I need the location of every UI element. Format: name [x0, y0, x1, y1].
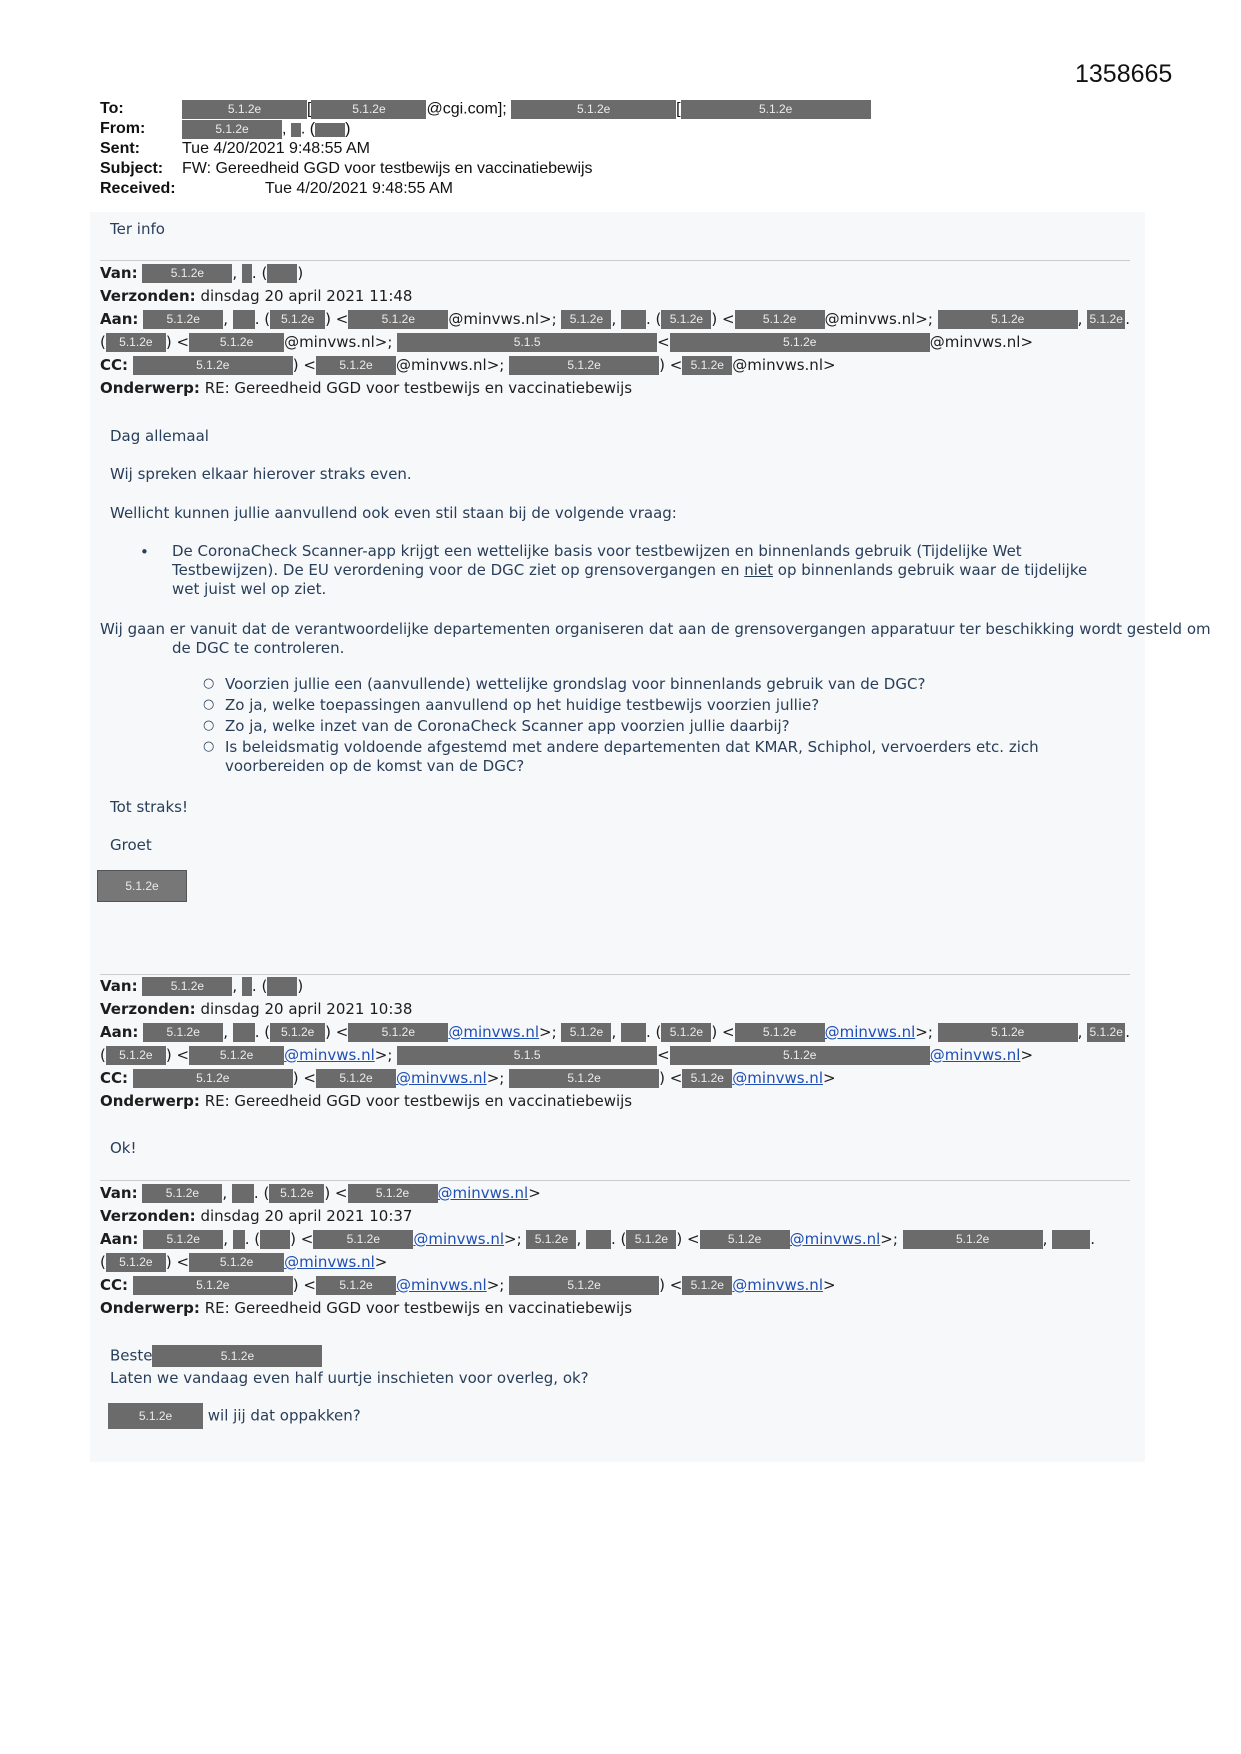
- redaction: [267, 977, 297, 996]
- verzonden-value: dinsdag 20 april 2021 11:48: [200, 287, 413, 305]
- beste-line: [110, 1345, 322, 1367]
- redaction: 5.1.2e: [682, 1069, 732, 1088]
- bullet-icon: •: [140, 543, 149, 561]
- aan-line-2: ( 5.1.2e ) < 5.1.2e @minvws.nl>; 5.1.5 < 5.1.2e @minvws.nl>: [100, 1046, 1034, 1064]
- bullet-text-underlined: niet: [744, 561, 774, 579]
- redaction: 5.1.2e: [626, 1230, 676, 1249]
- redaction: [1052, 1230, 1090, 1249]
- verzonden-value: dinsdag 20 april 2021 10:37: [200, 1207, 413, 1225]
- redaction: 5.1.5: [397, 1046, 657, 1065]
- msg1-header: [100, 262, 1130, 400]
- aan-line: Aan: 5.1.2e , . ( ) < 5.1.2e @minvws.nl>; 5.1.2e , . ( 5.1.2e ) < 5.1.2e @minvws.nl>; 5.1.2e , .: [100, 1230, 1095, 1248]
- from-value: 5.1.2e , . ( ): [182, 120, 350, 139]
- redaction: 5.1.2e: [133, 1276, 293, 1295]
- subject-label: Subject:: [100, 160, 164, 177]
- email-link[interactable]: @minvws.nl: [929, 1046, 1021, 1064]
- redaction: 5.1.2e: [189, 1253, 284, 1272]
- redaction: 5.1.2e: [938, 1023, 1078, 1042]
- redaction: [586, 1230, 611, 1249]
- question-item: Is beleidsmatig voldoende afgestemd met andere departementen dat KMAR, Schiphol, vervoerders etc. zich voorbereiden op de komst van de DGC?: [225, 738, 1039, 775]
- redaction: 5.1.2e: [348, 1184, 438, 1203]
- email-link[interactable]: @minvws.nl: [413, 1230, 505, 1248]
- to-cgi: @cgi.com];: [426, 100, 507, 118]
- redaction: 5.1.2e: [143, 1230, 223, 1249]
- onderwerp-value: RE: Gereedheid GGD voor testbewijs en vaccinatiebewijs: [204, 379, 633, 397]
- body-paragraph: Wellicht kunnen jullie aanvullend ook even stil staan bij de volgende vraag:: [110, 504, 677, 522]
- redaction: 5.1.2e: [142, 1184, 222, 1203]
- redaction: 5.1.2e: [735, 1023, 825, 1042]
- van-line: Van: 5.1.2e , . ( 5.1.2e ) < 5.1.2e @minvws.nl>: [100, 1184, 541, 1202]
- redaction: 5.1.5: [397, 333, 657, 352]
- redaction: 5.1.2e: [189, 1046, 284, 1065]
- redaction: 5.1.2e: [182, 100, 307, 119]
- email-domain: @minvws.nl: [448, 310, 540, 328]
- aan-line-2: ( 5.1.2e ) < 5.1.2e @minvws.nl>: [100, 1253, 388, 1271]
- cc-line: CC: 5.1.2e ) < 5.1.2e @minvws.nl>; 5.1.2e ) < 5.1.2e @minvws.nl>: [100, 356, 836, 374]
- redaction: 5.1.2e: [270, 310, 325, 329]
- redaction: 5.1.2e: [269, 1184, 324, 1203]
- email-link[interactable]: @minvws.nl: [437, 1184, 529, 1202]
- verzonden-label: Verzonden:: [100, 287, 196, 305]
- cc-line: CC: 5.1.2e ) < 5.1.2e @minvws.nl>; 5.1.2e ) < 5.1.2e @minvws.nl>: [100, 1069, 836, 1087]
- onderwerp-line: [100, 1090, 1130, 1113]
- redaction: 5.1.2e: [561, 310, 611, 329]
- received-label: Received:: [100, 180, 176, 197]
- subject-value: FW: Gereedheid GGD voor testbewijs en vaccinatiebewijs: [182, 160, 593, 177]
- cc-label: CC:: [100, 1276, 129, 1294]
- separator: [100, 260, 1130, 261]
- from-label: From:: [100, 120, 146, 137]
- onderwerp-line: [100, 1297, 1095, 1320]
- redaction: 5.1.2e: [938, 310, 1078, 329]
- closing-line: Groet: [110, 836, 152, 854]
- redaction: 5.1.2e: [182, 120, 282, 139]
- redaction: 5.1.2e: [661, 310, 711, 329]
- document-number: 1358665: [1075, 60, 1173, 88]
- van-label: Van:: [100, 264, 138, 282]
- redaction: [621, 1023, 646, 1042]
- bullet-text-part: op binnenlands gebruik waar de tijdelijke wet juist wel op ziet.: [172, 561, 1088, 598]
- redaction: 5.1.2e: [106, 333, 166, 352]
- aan-line: Aan: 5.1.2e , . ( 5.1.2e ) < 5.1.2e @minvws.nl>; 5.1.2e , . ( 5.1.2e ) < 5.1.2e @minvws.nl>; 5.1.2e , 5.1.2e .: [100, 1023, 1130, 1041]
- redaction: 5.1.2e: [108, 1403, 203, 1429]
- verzonden-label: Verzonden:: [100, 1000, 196, 1018]
- email-domain: @minvws.nl: [824, 310, 916, 328]
- onderwerp-label: Onderwerp:: [100, 1299, 200, 1317]
- msg2-header: [100, 975, 1130, 1113]
- redaction: 5.1.2e: [316, 1276, 396, 1295]
- redaction: 5.1.2e: [348, 310, 448, 329]
- onderwerp-value: RE: Gereedheid GGD voor testbewijs en vaccinatiebewijs: [204, 1299, 633, 1317]
- redaction: 5.1.2e: [670, 333, 930, 352]
- to-label: To:: [100, 100, 124, 117]
- circle-bullet-icon: ○: [203, 739, 215, 754]
- body-paragraph: [108, 1403, 361, 1429]
- redaction: 5.1.2e: [661, 1023, 711, 1042]
- circle-bullet-icon: ○: [203, 718, 215, 733]
- body-paragraph: Wij spreken elkaar hierover straks even.: [110, 465, 412, 483]
- email-domain: @minvws.nl: [929, 333, 1021, 351]
- redaction: 5.1.2e: [348, 1023, 448, 1042]
- greeting: Dag allemaal: [110, 427, 209, 445]
- closing-line: Tot straks!: [110, 798, 189, 816]
- email-link[interactable]: @minvws.nl: [396, 1069, 487, 1087]
- redaction: [242, 264, 252, 283]
- redaction: 5.1.2e: [735, 310, 825, 329]
- redaction: [242, 977, 252, 996]
- van-line: Van: 5.1.2e , . ( ): [100, 264, 304, 282]
- aan-label: Aan:: [100, 310, 139, 328]
- redaction: 5.1.2e: [903, 1230, 1043, 1249]
- email-link[interactable]: @minvws.nl: [396, 1276, 487, 1294]
- line2-text: wil jij dat oppakken?: [207, 1406, 361, 1425]
- verzonden-line: [100, 1205, 1095, 1228]
- redaction: 5.1.2e: [670, 1046, 930, 1065]
- redaction: 5.1.2e: [1087, 310, 1125, 329]
- redaction: 5.1.2e: [561, 1023, 611, 1042]
- aan-line: Aan: 5.1.2e , . ( 5.1.2e ) < 5.1.2e @minvws.nl>; 5.1.2e , . ( 5.1.2e ) < 5.1.2e @minvws.nl>; 5.1.2e , 5.1.2e .: [100, 310, 1130, 328]
- fw-note: Ter info: [110, 220, 165, 238]
- redaction: 5.1.2e: [700, 1230, 790, 1249]
- redaction: 5.1.2e: [1087, 1023, 1125, 1042]
- question-item: Voorzien jullie een (aanvullende) wettelijke grondslag voor binnenlands gebruik van de DGC?: [225, 675, 926, 693]
- verzonden-value: dinsdag 20 april 2021 10:38: [200, 1000, 413, 1018]
- email-link[interactable]: @minvws.nl: [448, 1023, 540, 1041]
- circle-bullet-icon: ○: [203, 676, 215, 691]
- msg3-header: [100, 1182, 1095, 1320]
- redaction: 5.1.2e: [313, 1230, 413, 1249]
- body-paragraph: Ok!: [110, 1139, 137, 1157]
- onderwerp-label: Onderwerp:: [100, 1092, 200, 1110]
- redaction: 5.1.2e: [106, 1253, 166, 1272]
- received-value: Tue 4/20/2021 9:48:55 AM: [265, 180, 453, 197]
- verzonden-line: [100, 998, 1130, 1021]
- sent-value: Tue 4/20/2021 9:48:55 AM: [182, 140, 370, 157]
- redaction: 5.1.2e: [509, 1069, 659, 1088]
- redaction: [232, 1184, 254, 1203]
- redaction: 5.1.2e: [509, 1276, 659, 1295]
- redaction: 5.1.2e: [143, 310, 223, 329]
- body-paragraph: Laten we vandaag even half uurtje inschieten voor overleg, ok?: [110, 1369, 589, 1387]
- question-item: Zo ja, welke inzet van de CoronaCheck Scanner app voorzien jullie daarbij?: [225, 717, 790, 735]
- onderwerp-value: RE: Gereedheid GGD voor testbewijs en vaccinatiebewijs: [204, 1092, 633, 1110]
- bullet-text-part: De CoronaCheck Scanner-app krijgt een wettelijke basis voor testbewijzen en binnenlands gebruik (Tijdelijke Wet Testbewijzen). De EU verordening voor de DGC ziet op grensovergangen en: [172, 542, 1022, 579]
- redaction: 5.1.2e: [143, 1023, 223, 1042]
- onderwerp-label: Onderwerp:: [100, 379, 200, 397]
- email-link[interactable]: @minvws.nl: [732, 1276, 823, 1294]
- redaction: [260, 1230, 290, 1249]
- cc-label: CC:: [100, 356, 129, 374]
- question-item: Zo ja, welke toepassingen aanvullend op het huidige testbewijs voorzien jullie?: [225, 696, 820, 714]
- redaction: 5.1.2e: [133, 356, 293, 375]
- verzonden-label: Verzonden:: [100, 1207, 196, 1225]
- signature-redaction: 5.1.2e: [97, 870, 187, 902]
- onderwerp-line: [100, 377, 1130, 400]
- van-line: Van: 5.1.2e , . ( ): [100, 977, 304, 995]
- redaction: [621, 310, 646, 329]
- redaction: [291, 123, 301, 137]
- beste-label: Beste: [110, 1346, 153, 1365]
- van-label: Van:: [100, 977, 138, 995]
- email-link[interactable]: @minvws.nl: [824, 1023, 916, 1041]
- redaction: 5.1.2e: [142, 264, 232, 283]
- redaction: 5.1.2e: [526, 1230, 576, 1249]
- redaction: 5.1.2e: [511, 100, 676, 119]
- aan-label: Aan:: [100, 1230, 139, 1248]
- redaction: 5.1.2e: [682, 1276, 732, 1295]
- redaction: 5.1.2e: [311, 100, 426, 119]
- redaction: 5.1.2e: [316, 356, 396, 375]
- redaction: [267, 264, 297, 283]
- redaction: 5.1.2e: [106, 1046, 166, 1065]
- redaction: 5.1.2e: [681, 100, 871, 119]
- to-value: 5.1.2e [ 5.1.2e @cgi.com]; 5.1.2e [ 5.1.2e: [182, 100, 871, 119]
- redaction: 5.1.2e: [133, 1069, 293, 1088]
- bullet-text: [172, 542, 1102, 599]
- email-link[interactable]: @minvws.nl: [732, 1069, 823, 1087]
- email-link[interactable]: @minvws.nl: [284, 1253, 375, 1271]
- redaction: 5.1.2e: [189, 333, 284, 352]
- redaction: [233, 1230, 245, 1249]
- redaction: 5.1.2e: [152, 1345, 322, 1367]
- email-link[interactable]: @minvws.nl: [284, 1046, 375, 1064]
- cc-line: CC: 5.1.2e ) < 5.1.2e @minvws.nl>; 5.1.2e ) < 5.1.2e @minvws.nl>: [100, 1276, 836, 1294]
- circle-bullet-icon: ○: [203, 697, 215, 712]
- verzonden-line: [100, 285, 1130, 308]
- redaction: [315, 123, 345, 137]
- sent-label: Sent:: [100, 140, 140, 157]
- redaction: 5.1.2e: [509, 356, 659, 375]
- email-link[interactable]: @minvws.nl: [789, 1230, 881, 1248]
- redaction: [233, 1023, 255, 1042]
- redaction: 5.1.2e: [270, 1023, 325, 1042]
- cc-label: CC:: [100, 1069, 129, 1087]
- redaction: 5.1.2e: [316, 1069, 396, 1088]
- redaction: 5.1.2e: [682, 356, 732, 375]
- redaction: [233, 310, 255, 329]
- email-domain: @minvws.nl: [732, 356, 823, 374]
- email-domain: @minvws.nl: [396, 356, 487, 374]
- aan-line-2: ( 5.1.2e ) < 5.1.2e @minvws.nl>; 5.1.5 < 5.1.2e @minvws.nl>: [100, 333, 1034, 351]
- van-label: Van:: [100, 1184, 138, 1202]
- body-paragraph: [100, 620, 1212, 658]
- p3-text: Wij gaan er vanuit dat de verantwoordelijke departementen organiseren dat aan de grensovergangen apparatuur ter beschikking wordt gesteld om de DGC te controleren.: [100, 620, 1211, 657]
- aan-label: Aan:: [100, 1023, 139, 1041]
- redaction: 5.1.2e: [142, 977, 232, 996]
- email-domain: @minvws.nl: [284, 333, 375, 351]
- separator: [100, 1180, 1130, 1181]
